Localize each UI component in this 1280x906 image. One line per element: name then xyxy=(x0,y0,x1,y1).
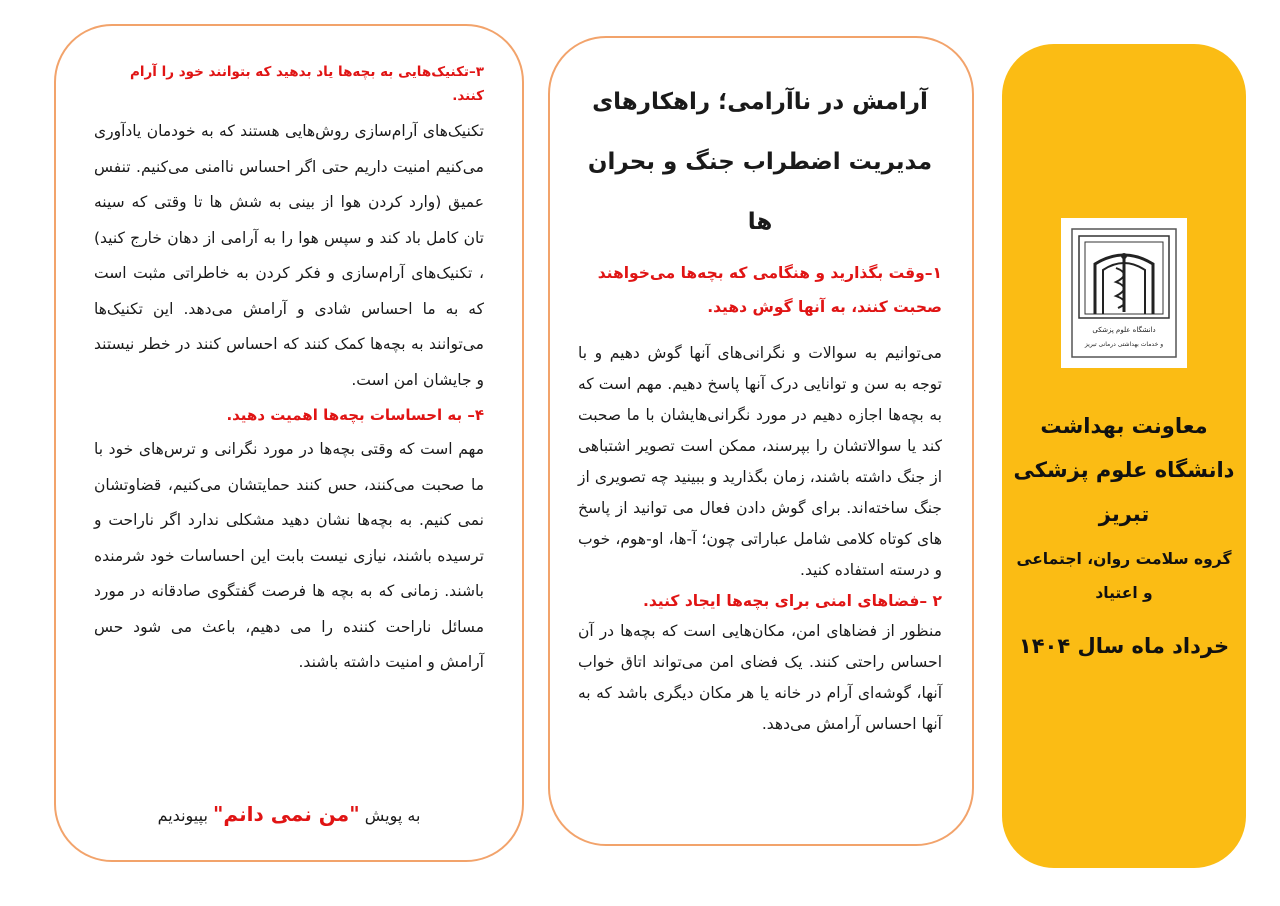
dept-line-2: و اعتیاد xyxy=(1095,584,1153,602)
footer-prefix: به پویش xyxy=(364,806,421,825)
org-line-2: دانشگاه علوم پزشکی xyxy=(1013,458,1235,482)
left-panel xyxy=(54,24,524,862)
section-1-paragraph: می‌توانیم به سوالات و نگرانی‌های آنها گوش دهیم و با توجه به سن و توانایی درک آنها پاسخ دهیم. مهم است که به بچه‌ها اجازه دهیم در مورد نگرانی‌هایشان با ما صحبت کند یا سوالاتشان را بپرسند، ممکن است تصویر اشتباهی از جنگ داشته باشند، زمان بگذارید و ببینید چه تصویری از جنگ ساخته‌اند. برای گوش دادن فعال می توانید از پاسخ های کوتاه کلامی شامل عباراتی چون؛ آ-ها، او-هوم، خوب و درسته استفاده کنید. xyxy=(578,344,942,579)
section-3-heading: ۳–تکنیک‌هایی به بچه‌ها یاد بدهید که بتوانند خود را آرام کنند. xyxy=(129,64,484,104)
university-logo xyxy=(1061,218,1187,368)
middle-panel xyxy=(548,36,974,846)
section-2-paragraph: منظور از فضاهای امن، مکان‌هایی است که بچه‌ها در آن احساس راحتی کنند. یک فضای امن می‌تواند اتاق خواب آنها، گوشه‌ای آرام در خانه یا هر مکان دیگری باشد که به آنها احساس آرامش می‌دهد. xyxy=(578,622,942,733)
brochure-title xyxy=(578,72,942,252)
department-name xyxy=(1002,542,1246,610)
org-line-1: معاونت بهداشت xyxy=(1040,414,1208,438)
publication-date: خرداد ماه سال ۱۴۰۴ xyxy=(1018,634,1230,658)
campaign-footer xyxy=(56,802,522,826)
section-2-heading: ۲ –فضاهای امنی برای بچه‌ها ایجاد کنید. xyxy=(642,592,942,610)
section-3-paragraph: تکنیک‌های آرام‌سازی روش‌هایی هستند که به خودمان یادآوری می‌کنیم امنیت داریم حتی اگر احساس ناامنی می‌کنیم. تنفس عمیق (وارد کردن هوا از بینی به شش ها تا وقتی که سینه تان کامل باد کند و سپس هوا را به آرامی از دهان خارج کنید) ، تکنیک‌های آرام‌سازی و فکر کردن به خاطراتی مثبت است که به ما احساس شادی و آرامش می‌دهد. این تکنیک‌ها می‌توانند به بچه‌ها کمک کنند که احساس کنند در خطر نیستند و جایشان امن است. xyxy=(94,122,484,389)
footer-suffix: بپیوندیم xyxy=(157,806,208,825)
footer-campaign-name: "من نمی دانم" xyxy=(213,802,360,826)
university-emblem-icon xyxy=(1071,228,1177,358)
organization-name xyxy=(1002,404,1246,536)
dept-line-1: گروه سلامت روان، اجتماعی xyxy=(1016,550,1232,568)
right-cover-panel xyxy=(1002,44,1246,868)
section-1-heading: ۱–وقت بگذارید و هنگامی که بچه‌ها می‌خواهند صحبت کنند، به آنها گوش دهید. xyxy=(597,264,942,316)
title-line-1: آرامش در ناآرامی؛ راهکارهای xyxy=(592,89,928,115)
org-line-3: تبریز xyxy=(1098,502,1150,526)
section-4-heading: ۴– به احساسات بچه‌ها اهمیت دهید. xyxy=(226,406,484,424)
section-4-paragraph: مهم است که وقتی بچه‌ها در مورد نگرانی و ترس‌های خود با ما صحبت می‌کنند، حس کنند حمایتشان می‌کنیم، قضاوتشان نمی کنیم. به بچه‌ها نشان دهید مشکلی ندارد اگر ناراحت و ترسیده باشند، نیازی نیست بابت این احساسات خود شرمنده باشند. زمانی که به بچه ها فرصت گفتگوی صادقانه در مورد مسائل ناراحت کننده را می دهیم، باعث می شود حس آرامش و امنیت داشته باشند. xyxy=(94,440,484,671)
svg-text:دانشگاه علوم پزشکی: دانشگاه علوم پزشکی xyxy=(1092,326,1156,334)
svg-text:و خدمات بهداشتی درمانی تبریز: و خدمات بهداشتی درمانی تبریز xyxy=(1084,341,1164,348)
title-line-2: مدیریت اضطراب جنگ و بحران ها xyxy=(587,149,933,235)
